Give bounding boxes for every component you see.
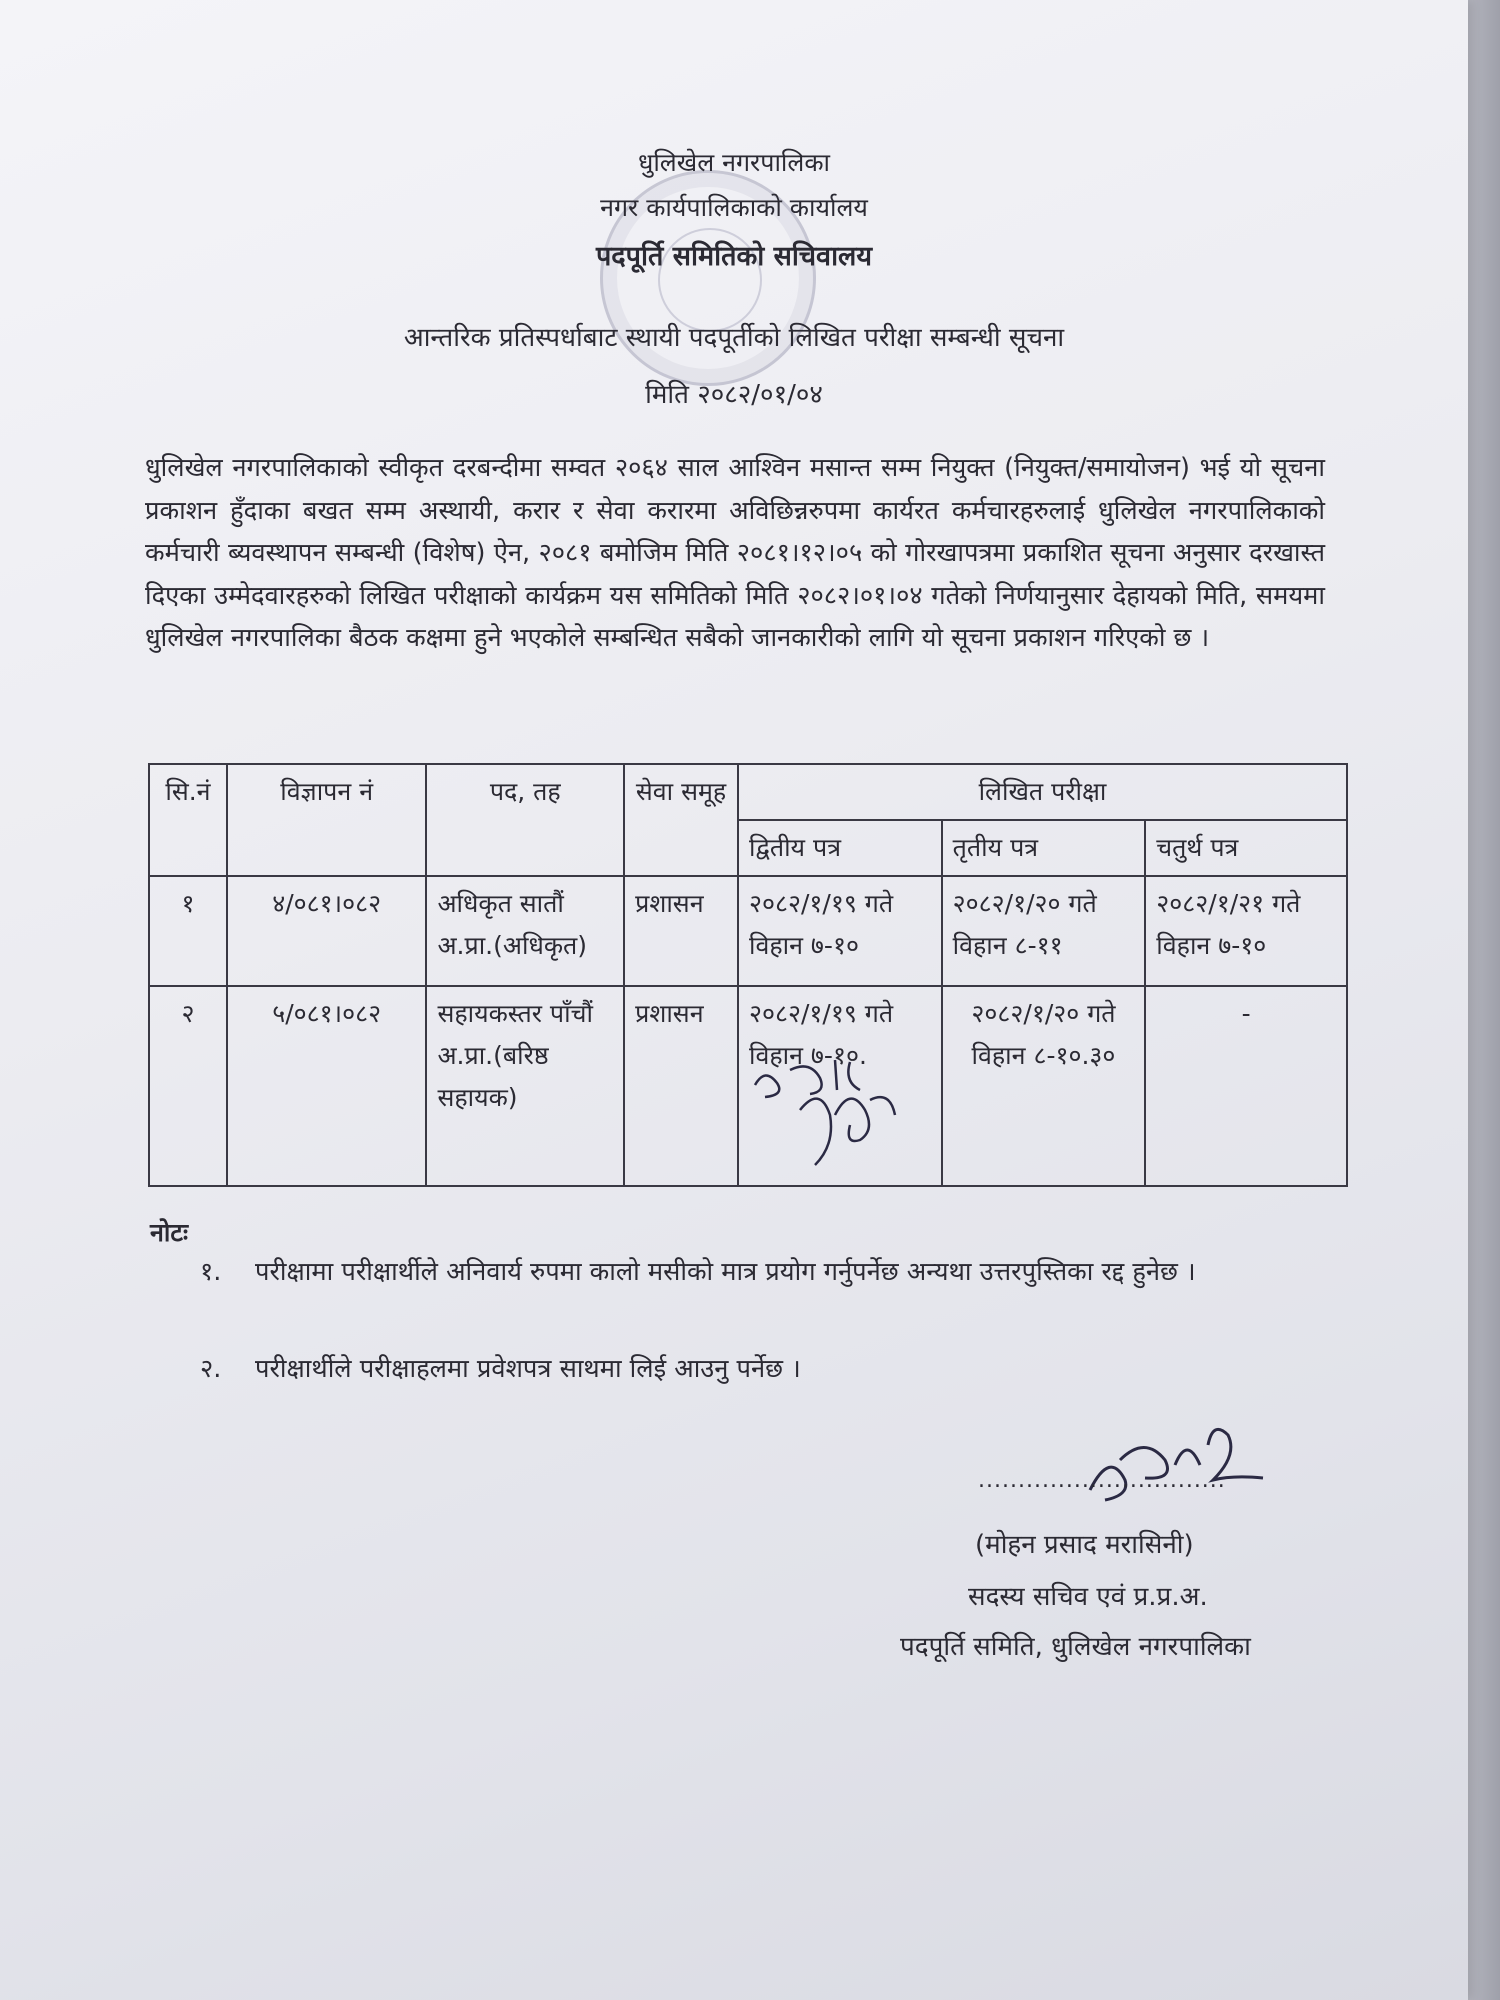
- header-paper-3: तृतीय पत्र: [942, 820, 1146, 876]
- notice-date: मिति २०८२/०१/०४: [645, 380, 823, 410]
- note-text: परीक्षामा परीक्षार्थीले अनिवार्य रुपमा कालो मसीको मात्र प्रयोग गर्नुपर्नेछ अन्यथा उत्तरपुस्तिका रद्द हुनेछ ।: [255, 1257, 1196, 1287]
- header-post: पद, तह: [426, 764, 624, 876]
- cell-paper-2: २०८२/१/१९ गते विहान ७-१०: [738, 876, 942, 986]
- signatory-office: पदपूर्ति समिति, धुलिखेल नगरपालिका: [900, 1632, 1251, 1662]
- notice-body: धुलिखेल नगरपालिकाको स्वीकृत दरबन्दीमा सम्वत २०६४ साल आश्विन मसान्त सम्म नियुक्त (नियुक्त/समायोजन) भई यो सूचना प्रकाशन हुँदाका बखत सम्म अस्थायी, करार र सेवा करारमा अविछिन्नरुपमा कार्यरत कर्मचारहरुलाई धुलिखेल नगरपालिकाको कर्मचारी ब्यवस्थापन सम्बन्धी (विशेष) ऐन, २०८१ बमोजिम मिति २०८१।१२।०५ को गोरखापत्रमा प्रकाशित सूचना अनुसार दरखास्त दिएका उम्मेदवारहरुको लिखित परीक्षाको कार्यक्रम यस समितिको मिति २०८२।०१।०४ गतेको निर्णयानुसार देहायको मिति, समयमा धुलिखेल नगरपालिका बैठक कक्षमा हुने भएकोले सम्बन्धित सबैको जानकारीको लागि यो सूचना प्रकाशन गरिएको छ ।: [145, 453, 1325, 653]
- header-service: सेवा समूह: [624, 764, 738, 876]
- cell-sn: १: [149, 876, 227, 986]
- cell-paper-4: -: [1145, 986, 1347, 1186]
- handwritten-correction: [740, 1040, 960, 1170]
- header-ad-no: विज्ञापन नं: [227, 764, 427, 876]
- cell-paper-3: २०८२/१/२० गते विहान ८-१०.३०: [942, 986, 1146, 1186]
- header-written-exam: लिखित परीक्षा: [738, 764, 1347, 820]
- cell-ad-no: ५/०८१।०८२: [227, 986, 427, 1186]
- signatory-designation: सदस्य सचिव एवं प्र.प्र.अ.: [968, 1582, 1208, 1612]
- office-name: नगर कार्यपालिकाको कार्यालय: [600, 193, 868, 222]
- cell-service: प्रशासन: [624, 876, 738, 986]
- cell-post: सहायकस्तर पाँचौं अ.प्रा.(बरिष्ठ सहायक): [426, 986, 624, 1186]
- header-sn: सि.नं: [149, 764, 227, 876]
- note-text: परीक्षार्थीले परीक्षाहलमा प्रवेशपत्र साथमा लिई आउनु पर्नेछ ।: [255, 1354, 801, 1384]
- notice-title: आन्तरिक प्रतिस्पर्धाबाट स्थायी पदपूर्तीको लिखित परीक्षा सम्बन्धी सूचना: [403, 323, 1065, 353]
- signatory-name: (मोहन प्रसाद मरासिनी): [975, 1530, 1194, 1560]
- table-row: [149, 876, 1347, 986]
- cell-paper-3: २०८२/१/२० गते विहान ८-११: [942, 876, 1146, 986]
- header-paper-4: चतुर्थ पत्र: [1145, 820, 1347, 876]
- cell-post: अधिकृत सातौं अ.प्रा.(अधिकृत): [426, 876, 624, 986]
- notes-title: नोटः: [150, 1218, 189, 1247]
- cell-paper-2: २०८२/१/१९ गते विहान ७-१०.: [738, 986, 942, 1186]
- signature-line: ...............................: [978, 1468, 1226, 1493]
- secretariat-name: पदपूर्ति समितिको सचिवालय: [595, 241, 873, 272]
- note-number: २.: [200, 1354, 222, 1384]
- signature: [1080, 1420, 1280, 1510]
- header-paper-2: द्वितीय पत्र: [738, 820, 942, 876]
- cell-ad-no: ४/०८१।०८२: [227, 876, 427, 986]
- cell-paper-4: २०८२/१/२१ गते विहान ७-१०: [1145, 876, 1347, 986]
- table-header-row: [149, 764, 1347, 820]
- municipality-name: धुलिखेल नगरपालिका: [637, 148, 831, 177]
- cell-sn: २: [149, 986, 227, 1186]
- note-number: १.: [200, 1257, 222, 1287]
- cell-service: प्रशासन: [624, 986, 738, 1186]
